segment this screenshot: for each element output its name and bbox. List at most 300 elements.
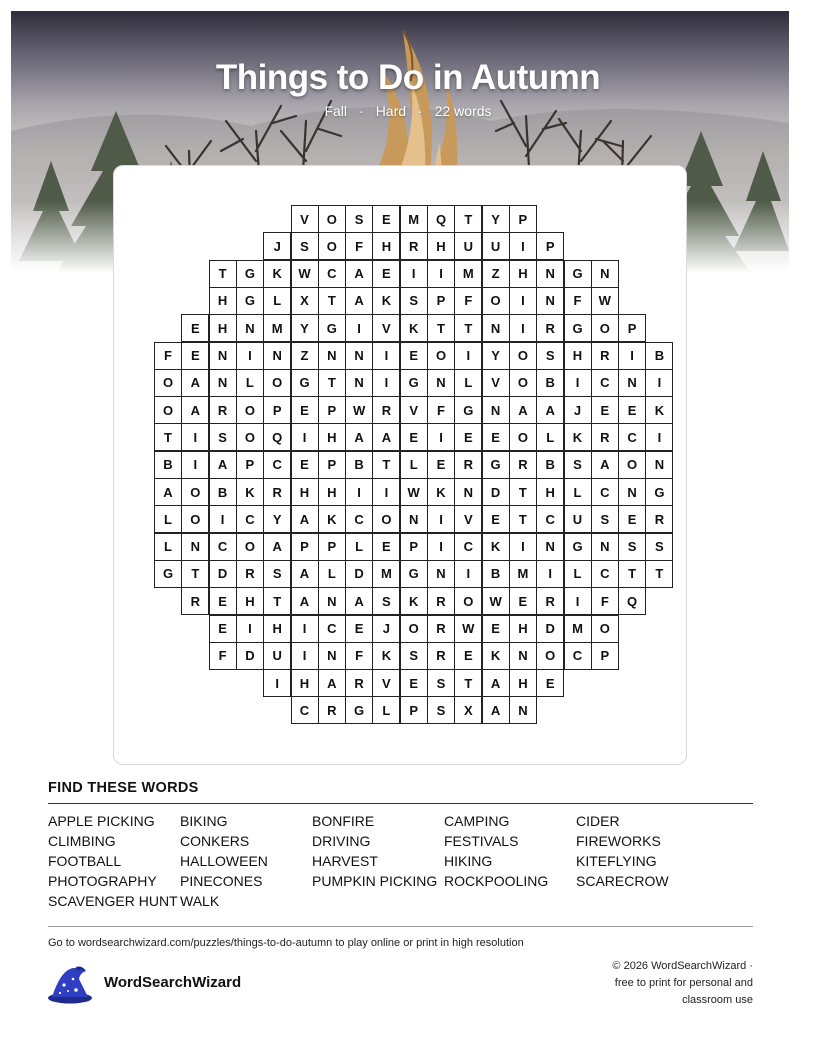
grid-cell[interactable]: I [564,587,592,615]
grid-cell[interactable]: W [291,260,319,288]
grid-cell[interactable]: A [482,696,510,724]
grid-cell[interactable]: E [372,533,400,561]
grid-cell[interactable]: M [400,205,428,233]
grid-cell[interactable]: K [427,478,455,506]
grid-cell[interactable]: F [345,642,373,670]
grid-cell[interactable]: R [236,560,264,588]
grid-cell[interactable]: I [536,560,564,588]
grid-cell[interactable]: W [400,478,428,506]
grid-cell[interactable]: Y [482,342,510,370]
grid-cell[interactable]: A [181,396,209,424]
grid-cell[interactable]: Q [427,205,455,233]
grid-cell[interactable]: I [181,451,209,479]
grid-cell[interactable]: I [509,232,537,260]
grid-cell[interactable]: E [400,423,428,451]
grid-cell[interactable]: T [618,560,646,588]
grid-cell[interactable]: G [645,478,673,506]
grid-cell[interactable]: C [591,560,619,588]
grid-cell[interactable]: I [454,560,482,588]
grid-cell[interactable]: A [536,396,564,424]
grid-cell[interactable]: N [318,587,346,615]
grid-cell[interactable]: I [454,342,482,370]
grid-cell[interactable]: H [427,232,455,260]
grid-cell[interactable]: R [345,669,373,697]
grid-cell[interactable]: N [345,342,373,370]
grid-cell[interactable]: F [591,587,619,615]
grid-cell[interactable]: R [427,587,455,615]
grid-cell[interactable]: G [482,451,510,479]
grid-cell[interactable]: N [345,369,373,397]
grid-cell[interactable]: T [372,451,400,479]
grid-cell[interactable]: G [454,396,482,424]
grid-cell[interactable]: C [236,505,264,533]
grid-cell[interactable]: B [209,478,237,506]
grid-cell[interactable]: E [209,615,237,643]
grid-cell[interactable]: I [509,314,537,342]
grid-cell[interactable]: R [536,314,564,342]
grid-cell[interactable]: I [645,423,673,451]
grid-cell[interactable]: C [618,423,646,451]
grid-cell[interactable]: R [372,396,400,424]
grid-cell[interactable]: R [209,396,237,424]
grid-cell[interactable]: P [591,642,619,670]
grid-cell[interactable]: T [454,669,482,697]
grid-cell[interactable]: N [209,342,237,370]
grid-cell[interactable]: H [209,314,237,342]
grid-cell[interactable]: T [318,369,346,397]
grid-cell[interactable]: D [209,560,237,588]
grid-cell[interactable]: O [181,505,209,533]
grid-cell[interactable]: A [318,669,346,697]
grid-cell[interactable]: L [263,287,291,315]
grid-cell[interactable]: G [564,533,592,561]
footer-link-text[interactable]: Go to wordsearchwizard.com/puzzles/things-to-do-autumn to play online or print in high resolution [48,937,524,949]
grid-cell[interactable]: S [564,451,592,479]
grid-cell[interactable]: E [509,587,537,615]
grid-cell[interactable]: N [482,314,510,342]
grid-cell[interactable]: E [345,615,373,643]
grid-cell[interactable]: H [236,587,264,615]
grid-cell[interactable]: U [263,642,291,670]
grid-cell[interactable]: I [236,342,264,370]
grid-cell[interactable]: F [154,342,182,370]
grid-cell[interactable]: G [236,260,264,288]
grid-cell[interactable]: W [345,396,373,424]
grid-cell[interactable]: A [345,587,373,615]
grid-cell[interactable]: O [591,314,619,342]
grid-cell[interactable]: I [345,314,373,342]
grid-cell[interactable]: E [482,615,510,643]
grid-cell[interactable]: G [400,369,428,397]
grid-cell[interactable]: R [454,451,482,479]
grid-cell[interactable]: T [263,587,291,615]
grid-cell[interactable]: C [536,505,564,533]
grid-cell[interactable]: O [318,205,346,233]
grid-cell[interactable]: S [618,533,646,561]
grid-cell[interactable]: H [263,615,291,643]
grid-cell[interactable]: L [564,560,592,588]
grid-cell[interactable]: R [509,451,537,479]
grid-cell[interactable]: A [291,505,319,533]
grid-cell[interactable]: E [482,423,510,451]
grid-cell[interactable]: J [564,396,592,424]
grid-cell[interactable]: E [291,396,319,424]
grid-cell[interactable]: F [209,642,237,670]
grid-cell[interactable]: B [536,451,564,479]
grid-cell[interactable]: J [372,615,400,643]
grid-cell[interactable]: A [291,587,319,615]
grid-cell[interactable]: K [372,642,400,670]
grid-cell[interactable]: K [482,533,510,561]
grid-cell[interactable]: K [263,260,291,288]
grid-cell[interactable]: C [591,478,619,506]
grid-cell[interactable]: D [236,642,264,670]
grid-cell[interactable]: N [618,478,646,506]
grid-cell[interactable]: I [509,287,537,315]
grid-cell[interactable]: B [154,451,182,479]
grid-cell[interactable]: I [400,260,428,288]
grid-cell[interactable]: P [318,533,346,561]
grid-cell[interactable]: P [236,451,264,479]
grid-cell[interactable]: W [591,287,619,315]
grid-cell[interactable]: O [318,232,346,260]
grid-cell[interactable]: P [291,533,319,561]
grid-cell[interactable]: S [400,642,428,670]
grid-cell[interactable]: R [536,587,564,615]
grid-cell[interactable]: N [591,260,619,288]
grid-cell[interactable]: Q [263,423,291,451]
grid-cell[interactable]: R [263,478,291,506]
grid-cell[interactable]: E [372,260,400,288]
grid-cell[interactable]: E [591,396,619,424]
grid-cell[interactable]: T [454,205,482,233]
grid-cell[interactable]: T [509,505,537,533]
grid-cell[interactable]: B [645,342,673,370]
grid-cell[interactable]: S [209,423,237,451]
grid-cell[interactable]: E [400,669,428,697]
grid-cell[interactable]: P [536,232,564,260]
grid-cell[interactable]: C [454,533,482,561]
grid-cell[interactable]: I [372,342,400,370]
grid-cell[interactable]: I [427,423,455,451]
grid-cell[interactable]: S [427,669,455,697]
grid-cell[interactable]: M [263,314,291,342]
grid-cell[interactable]: X [291,287,319,315]
grid-cell[interactable]: V [400,396,428,424]
grid-cell[interactable]: A [345,423,373,451]
grid-cell[interactable]: R [645,505,673,533]
grid-cell[interactable]: N [618,369,646,397]
grid-cell[interactable]: L [372,696,400,724]
grid-cell[interactable]: O [509,369,537,397]
grid-cell[interactable]: I [427,260,455,288]
grid-cell[interactable]: C [564,642,592,670]
grid-cell[interactable]: C [318,260,346,288]
grid-cell[interactable]: N [536,533,564,561]
grid-cell[interactable]: R [427,615,455,643]
grid-cell[interactable]: O [509,423,537,451]
grid-cell[interactable]: I [564,369,592,397]
grid-cell[interactable]: P [318,451,346,479]
grid-cell[interactable]: I [618,342,646,370]
grid-cell[interactable]: P [509,205,537,233]
grid-cell[interactable]: N [263,342,291,370]
grid-cell[interactable]: K [400,587,428,615]
grid-cell[interactable]: O [181,478,209,506]
grid-cell[interactable]: C [263,451,291,479]
grid-cell[interactable]: I [427,505,455,533]
grid-cell[interactable]: I [209,505,237,533]
grid-cell[interactable]: N [509,696,537,724]
grid-cell[interactable]: H [509,669,537,697]
grid-cell[interactable]: I [263,669,291,697]
grid-cell[interactable]: E [291,451,319,479]
grid-cell[interactable]: I [181,423,209,451]
grid-cell[interactable]: T [209,260,237,288]
grid-cell[interactable]: G [236,287,264,315]
grid-cell[interactable]: E [181,342,209,370]
grid-cell[interactable]: I [372,478,400,506]
grid-cell[interactable]: A [209,451,237,479]
grid-cell[interactable]: S [372,587,400,615]
grid-cell[interactable]: E [427,451,455,479]
grid-cell[interactable]: P [400,696,428,724]
grid-cell[interactable]: E [618,505,646,533]
grid-cell[interactable]: R [591,423,619,451]
grid-cell[interactable]: C [318,615,346,643]
grid-cell[interactable]: G [291,369,319,397]
grid-cell[interactable]: I [645,369,673,397]
grid-cell[interactable]: J [263,232,291,260]
grid-cell[interactable]: O [236,533,264,561]
grid-cell[interactable]: T [427,314,455,342]
grid-cell[interactable]: A [509,396,537,424]
grid-cell[interactable]: I [291,615,319,643]
grid-cell[interactable]: P [427,287,455,315]
grid-cell[interactable]: Q [618,587,646,615]
grid-cell[interactable]: V [291,205,319,233]
grid-cell[interactable]: E [372,205,400,233]
grid-cell[interactable]: N [482,396,510,424]
grid-cell[interactable]: O [236,396,264,424]
grid-cell[interactable]: G [318,314,346,342]
grid-cell[interactable]: L [536,423,564,451]
grid-cell[interactable]: K [372,287,400,315]
grid-cell[interactable]: N [536,260,564,288]
grid-cell[interactable]: F [345,232,373,260]
grid-cell[interactable]: H [564,342,592,370]
grid-cell[interactable]: V [454,505,482,533]
grid-cell[interactable]: E [400,342,428,370]
grid-cell[interactable]: X [454,696,482,724]
grid-cell[interactable]: S [263,560,291,588]
grid-cell[interactable]: I [372,369,400,397]
grid-cell[interactable]: F [427,396,455,424]
grid-cell[interactable]: C [591,369,619,397]
grid-cell[interactable]: L [318,560,346,588]
grid-cell[interactable]: W [482,587,510,615]
grid-cell[interactable]: O [154,396,182,424]
grid-cell[interactable]: K [482,642,510,670]
grid-cell[interactable]: F [454,287,482,315]
grid-cell[interactable]: H [509,260,537,288]
grid-cell[interactable]: M [564,615,592,643]
grid-cell[interactable]: O [427,342,455,370]
grid-cell[interactable]: K [400,314,428,342]
grid-cell[interactable]: W [454,615,482,643]
grid-cell[interactable]: N [209,369,237,397]
grid-cell[interactable]: K [645,396,673,424]
grid-cell[interactable]: E [181,314,209,342]
grid-cell[interactable]: O [372,505,400,533]
grid-cell[interactable]: N [454,478,482,506]
grid-cell[interactable]: S [427,696,455,724]
grid-cell[interactable]: O [509,342,537,370]
grid-cell[interactable]: V [482,369,510,397]
grid-cell[interactable]: M [372,560,400,588]
grid-cell[interactable]: A [345,260,373,288]
grid-cell[interactable]: G [400,560,428,588]
grid-cell[interactable]: C [209,533,237,561]
grid-cell[interactable]: L [454,369,482,397]
grid-cell[interactable]: O [482,287,510,315]
grid-cell[interactable]: H [536,478,564,506]
grid-cell[interactable]: N [318,642,346,670]
grid-cell[interactable]: G [564,314,592,342]
grid-cell[interactable]: I [291,642,319,670]
grid-cell[interactable]: S [345,205,373,233]
grid-cell[interactable]: G [154,560,182,588]
grid-cell[interactable]: H [509,615,537,643]
grid-cell[interactable]: Y [263,505,291,533]
grid-cell[interactable]: K [564,423,592,451]
grid-cell[interactable]: O [536,642,564,670]
grid-cell[interactable]: E [536,669,564,697]
grid-cell[interactable]: I [509,533,537,561]
grid-cell[interactable]: T [181,560,209,588]
grid-cell[interactable]: A [372,423,400,451]
grid-cell[interactable]: L [236,369,264,397]
grid-cell[interactable]: U [564,505,592,533]
grid-cell[interactable]: L [154,533,182,561]
grid-cell[interactable]: N [236,314,264,342]
grid-cell[interactable]: O [591,615,619,643]
grid-cell[interactable]: I [427,533,455,561]
grid-cell[interactable]: S [591,505,619,533]
grid-cell[interactable]: N [591,533,619,561]
grid-cell[interactable]: L [345,533,373,561]
grid-cell[interactable]: L [564,478,592,506]
grid-cell[interactable]: L [400,451,428,479]
grid-cell[interactable]: N [427,369,455,397]
grid-cell[interactable]: P [263,396,291,424]
grid-cell[interactable]: N [509,642,537,670]
grid-cell[interactable]: S [645,533,673,561]
grid-cell[interactable]: R [400,232,428,260]
grid-cell[interactable]: Y [291,314,319,342]
grid-cell[interactable]: C [345,505,373,533]
grid-cell[interactable]: A [345,287,373,315]
grid-cell[interactable]: E [482,505,510,533]
grid-cell[interactable]: H [291,478,319,506]
grid-cell[interactable]: S [536,342,564,370]
grid-cell[interactable]: O [618,451,646,479]
grid-cell[interactable]: A [482,669,510,697]
grid-cell[interactable]: K [236,478,264,506]
grid-cell[interactable]: N [536,287,564,315]
grid-cell[interactable]: T [318,287,346,315]
grid-cell[interactable]: R [427,642,455,670]
grid-cell[interactable]: T [454,314,482,342]
grid-cell[interactable]: N [181,533,209,561]
grid-cell[interactable]: G [345,696,373,724]
grid-cell[interactable]: Z [482,260,510,288]
grid-cell[interactable]: O [236,423,264,451]
grid-cell[interactable]: M [509,560,537,588]
grid-cell[interactable]: N [318,342,346,370]
grid-cell[interactable]: I [236,615,264,643]
grid-cell[interactable]: H [318,478,346,506]
grid-cell[interactable]: V [372,314,400,342]
grid-cell[interactable]: T [509,478,537,506]
grid-cell[interactable]: H [291,669,319,697]
grid-cell[interactable]: C [291,696,319,724]
grid-cell[interactable]: N [645,451,673,479]
grid-cell[interactable]: E [454,423,482,451]
grid-cell[interactable]: U [482,232,510,260]
grid-cell[interactable]: D [345,560,373,588]
grid-cell[interactable]: I [345,478,373,506]
grid-cell[interactable]: P [618,314,646,342]
grid-cell[interactable]: R [591,342,619,370]
grid-cell[interactable]: I [291,423,319,451]
grid-cell[interactable]: S [400,287,428,315]
grid-cell[interactable]: V [372,669,400,697]
grid-cell[interactable]: R [181,587,209,615]
grid-cell[interactable]: B [482,560,510,588]
grid-cell[interactable]: R [318,696,346,724]
grid-cell[interactable]: O [154,369,182,397]
grid-cell[interactable]: D [536,615,564,643]
grid-cell[interactable]: A [263,533,291,561]
grid-cell[interactable]: O [454,587,482,615]
grid-cell[interactable]: O [263,369,291,397]
grid-cell[interactable]: S [291,232,319,260]
grid-cell[interactable]: H [318,423,346,451]
grid-cell[interactable]: L [154,505,182,533]
grid-cell[interactable]: U [454,232,482,260]
grid-cell[interactable]: F [564,287,592,315]
grid-cell[interactable]: E [454,642,482,670]
grid-cell[interactable]: Y [482,205,510,233]
grid-cell[interactable]: B [345,451,373,479]
grid-cell[interactable]: D [482,478,510,506]
grid-cell[interactable]: A [154,478,182,506]
grid-cell[interactable]: T [645,560,673,588]
grid-cell[interactable]: G [564,260,592,288]
grid-cell[interactable]: H [209,287,237,315]
grid-cell[interactable]: N [400,505,428,533]
grid-cell[interactable]: A [591,451,619,479]
grid-cell[interactable]: B [536,369,564,397]
grid-cell[interactable]: N [427,560,455,588]
grid-cell[interactable]: P [400,533,428,561]
grid-cell[interactable]: Z [291,342,319,370]
grid-cell[interactable]: E [618,396,646,424]
grid-cell[interactable]: T [154,423,182,451]
grid-cell[interactable]: O [400,615,428,643]
grid-cell[interactable]: A [291,560,319,588]
